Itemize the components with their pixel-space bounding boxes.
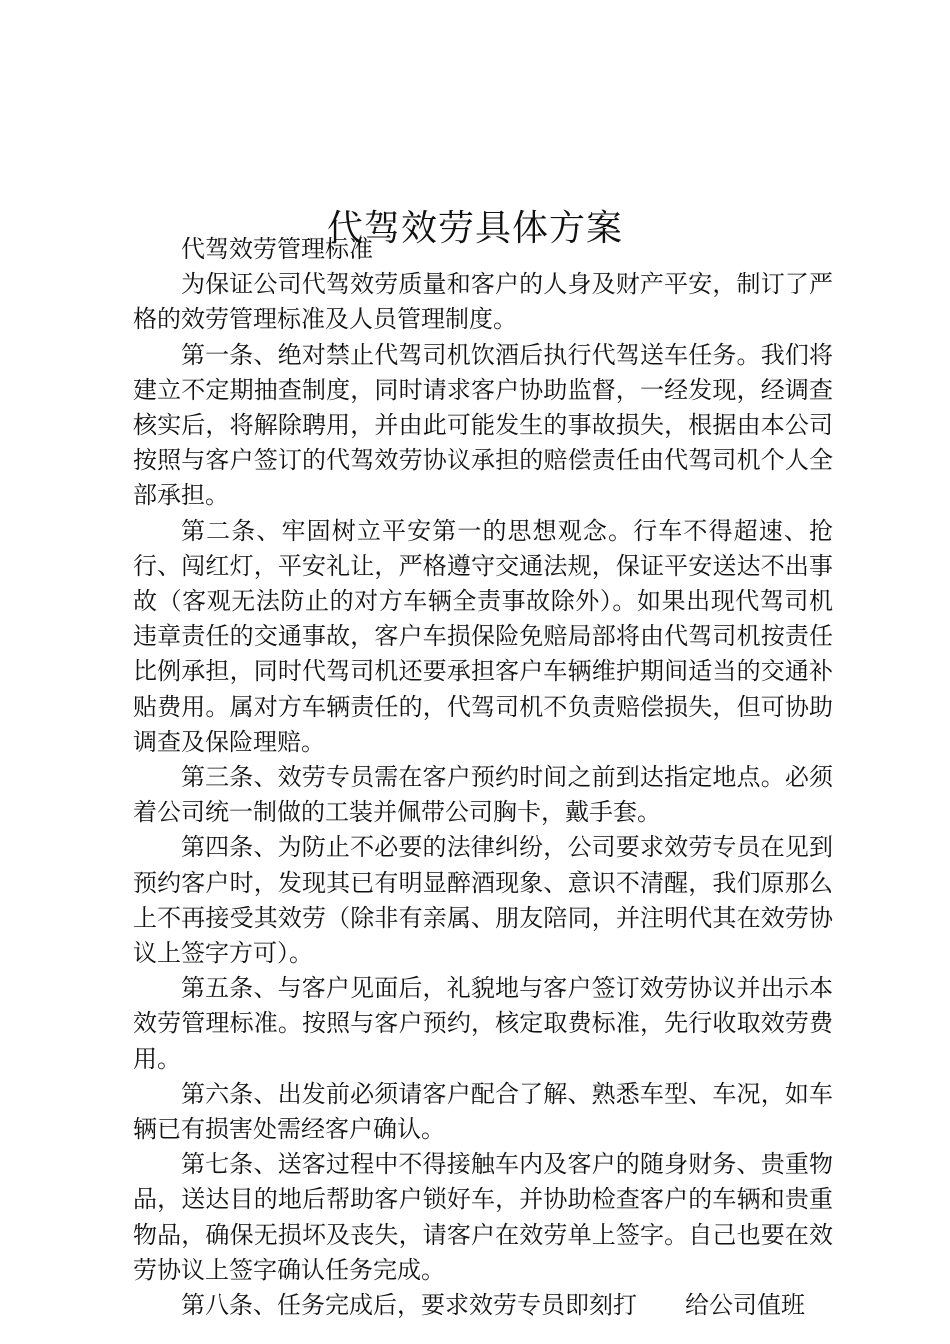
intro-paragraph: 为保证公司代驾效劳质量和客户的人身及财产平安，制订了严格的效劳管理标准及人员管理制度。 <box>133 270 833 334</box>
article-3-paragraph: 第三条、效劳专员需在客户预约时间之前到达指定地点。必须着公司统一制做的工装并佩带公司胸卡，戴手套。 <box>133 763 833 827</box>
document-title: 代驾效劳具体方案 <box>326 208 623 250</box>
article-7-paragraph: 第七条、送客过程中不得接触车内及客户的随身财务、贵重物品，送达目的地后帮助客户锁好车，并协助检查客户的车辆和贵重物品，确保无损坏及丧失，请客户在效劳单上签字。自己也要在效劳协议上签字确认任务完成。 <box>133 1150 833 1284</box>
section-heading: 代驾效劳管理标准 <box>181 235 373 263</box>
article-4-paragraph: 第四条、为防止不必要的法律纠纷，公司要求效劳专员在见到预约客户时，发现其已有明显醉酒现象、意识不清醒，我们原那么上不再接受其效劳（除非有亲属、朋友陪同，并注明代其在效劳协议上签字方可）。 <box>133 833 833 968</box>
article-6-paragraph: 第六条、出发前必须请客户配合了解、熟悉车型、车况，如车辆已有损害处需经客户确认。 <box>133 1079 833 1144</box>
article-2-paragraph: 第二条、牢固树立平安第一的思想观念。行车不得超速、抢行、闯红灯，平安礼让，严格遵守交通法规，保证平安送达不出事故（客观无法防止的对方车辆全责事故除外）。如果出现代驾司机违章责任的交通事故，客户车损保险免赔局部将由代驾司机按责任比例承担，同时代驾司机还要承担客户车辆维护期间适当的交通补贴费用。属对方车辆责任的，代驾司机不负责赔偿损失，但可协助调查及保险理赔。 <box>133 516 833 756</box>
article-8-paragraph: 第八条、任务完成后，要求效劳专员即刻打 给公司值班 <box>181 1291 805 1320</box>
article-5-paragraph: 第五条、与客户见面后，礼貌地与客户签订效劳协议并出示本效劳管理标准。按照与客户预约，核定取费标准，先行收取效劳费用。 <box>133 974 833 1073</box>
article-1-paragraph: 第一条、绝对禁止代驾司机饮酒后执行代驾送车任务。我们将建立不定期抽查制度，同时请求客户协助监督，一经发现，经调查核实后，将解除聘用，并由此可能发生的事故损失，根据由本公司按照与客户签订的代驾效劳协议承担的赔偿责任由代驾司机个人全部承担。 <box>133 340 833 510</box>
document-body <box>133 232 833 1323</box>
